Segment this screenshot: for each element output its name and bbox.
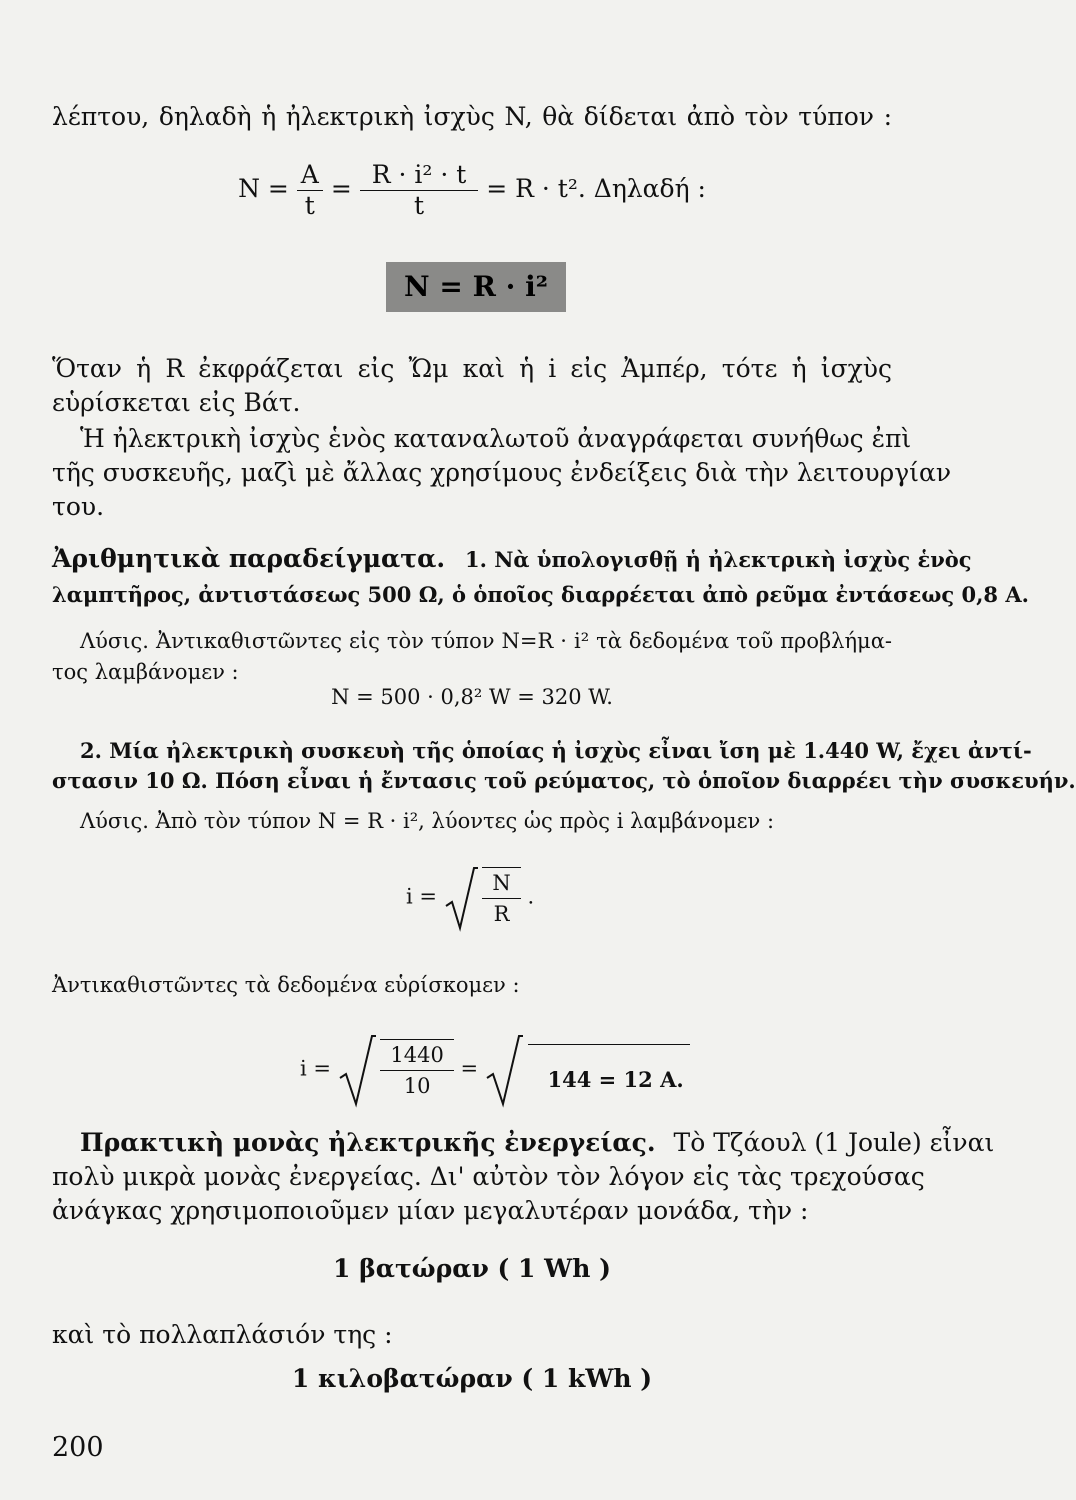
fraction-numerator: 1440 — [380, 1040, 453, 1071]
fraction-numerator: R · i² · t — [360, 160, 479, 191]
text-line: του. — [52, 492, 105, 521]
solution-1-text: τος λαμβάνομεν : — [52, 660, 239, 684]
fraction-denominator: t — [413, 191, 425, 220]
text-line: εὑρίσκεται εἰς Βάτ. — [52, 388, 301, 417]
text-line: καὶ τὸ πολλαπλάσιόν της : — [52, 1320, 393, 1349]
formula-lhs: i = — [406, 884, 437, 909]
text-line: ἀνάγκας χρησιμοποιοῦμεν μίαν μεγαλυτέραν μονάδα, τὴν : — [52, 1196, 809, 1225]
example-2-text: στασιν 10 Ω. Πόση εἶναι ἡ ἔντασις τοῦ ρεύματος, τὸ ὁποῖον διαρρέει τὴν συσκευήν. — [52, 768, 1076, 793]
examples-paragraph — [52, 542, 972, 577]
fraction-denominator: t — [304, 191, 315, 220]
formula-rhs: = R · t². Δηλαδή : — [486, 174, 706, 203]
fraction-n-over-r — [482, 867, 520, 929]
boxed-formula: N = R · i² — [386, 262, 566, 312]
radical-sign-icon — [338, 1034, 376, 1106]
power-formula — [0, 160, 944, 221]
square-root — [485, 1034, 690, 1106]
sqrt-calculation — [300, 1034, 690, 1106]
text-line: τῆς συσκευῆς, μαζὶ μὲ ἄλλας χρησίμους ἐνδείξεις διὰ τὴν λειτουργίαν — [52, 458, 952, 487]
square-root — [444, 866, 521, 930]
radical-sign-icon — [485, 1034, 523, 1106]
fraction-numerator: N — [482, 868, 520, 899]
unit-kilowatt-hour: 1 κιλοβατώραν ( 1 kWh ) — [291, 1364, 653, 1393]
text-line: πολὺ μικρὰ μονὰς ἐνεργείας. Δι' αὐτὸν τὸν λόγον εἰς τὰς τρεχούσας — [52, 1162, 925, 1191]
fraction-a-over-t — [297, 160, 323, 221]
text-line: Ἡ ἠλεκτρικὴ ἰσχὺς ἑνὸς καταναλωτοῦ ἀναγράφεται συνήθως ἐπὶ — [80, 424, 912, 453]
example-2-text: 2. Μία ἠλεκτρικὴ συσκευὴ τῆς ὁποίας ἡ ἰσχὺς εἶναι ἴση μὲ 1.440 W, ἔχει ἀντί- — [80, 738, 1032, 763]
solution-1-text: Λύσις. Ἀντικαθιστῶντες εἰς τὸν τύπον N=R · i² τὰ δεδομένα τοῦ προβλήμα- — [80, 629, 892, 653]
fraction-rit-over-t — [360, 160, 479, 221]
solution-1-equation: N = 500 · 0,8² W = 320 W. — [331, 685, 613, 709]
radical-sign-icon — [444, 866, 478, 930]
formula-lhs: N = — [238, 174, 289, 203]
example-1-text: 1. Νὰ ὑπολογισθῇ ἡ ἠλεκτρικὴ ἰσχὺς ἑνὸς — [465, 547, 972, 572]
formula-equals: = — [330, 174, 352, 203]
page-number: 200 — [52, 1432, 104, 1463]
text-line: Ἀντικαθιστῶντες τὰ δεδομένα εὑρίσκομεν : — [52, 973, 520, 997]
fraction-denominator: 10 — [403, 1074, 431, 1098]
unit-text: Τὸ Τζάουλ (1 Joule) εἶναι — [673, 1128, 995, 1157]
examples-heading: Ἀριθμητικὰ παραδείγματα. — [52, 544, 446, 573]
unit-paragraph — [80, 1126, 995, 1160]
fraction-denominator: R — [493, 902, 510, 926]
radicand-value: 144 = 12 A. — [547, 1066, 684, 1092]
fraction-numerator: A — [297, 160, 323, 191]
formula-period: . — [527, 884, 535, 909]
example-1-text: λαμπτῆρος, ἀντιστάσεως 500 Ω, ὁ ὁποῖος διαρρέεται ἀπὸ ρεῦμα ἐντάσεως 0,8 A. — [52, 582, 1029, 607]
unit-watt-hour: 1 βατώραν ( 1 Wh ) — [333, 1254, 611, 1283]
fraction-1440-over-10 — [380, 1039, 453, 1101]
formula-lhs: i = — [300, 1056, 331, 1081]
radicand — [528, 1044, 690, 1097]
text-line: λέπτου, δηλαδὴ ἡ ἠλεκτρικὴ ἰσχὺς N, θὰ δίδεται ἀπὸ τὸν τύπον : — [52, 102, 892, 131]
text-line: Ὅταν ἡ R ἐκφράζεται εἰς Ὤμ καὶ ἡ i εἰς Ἀμπέρ, τότε ἡ ἰσχὺς — [52, 354, 892, 383]
square-root — [338, 1034, 454, 1106]
formula-equals: = — [460, 1056, 479, 1081]
solution-2-text: Λύσις. Ἀπὸ τὸν τύπον N = R · i², λύοντες ὡς πρὸς i λαμβάνομεν : — [80, 809, 775, 833]
unit-heading: Πρακτικὴ μονὰς ἠλεκτρικῆς ἐνεργείας. — [80, 1128, 656, 1157]
sqrt-formula — [406, 866, 534, 930]
